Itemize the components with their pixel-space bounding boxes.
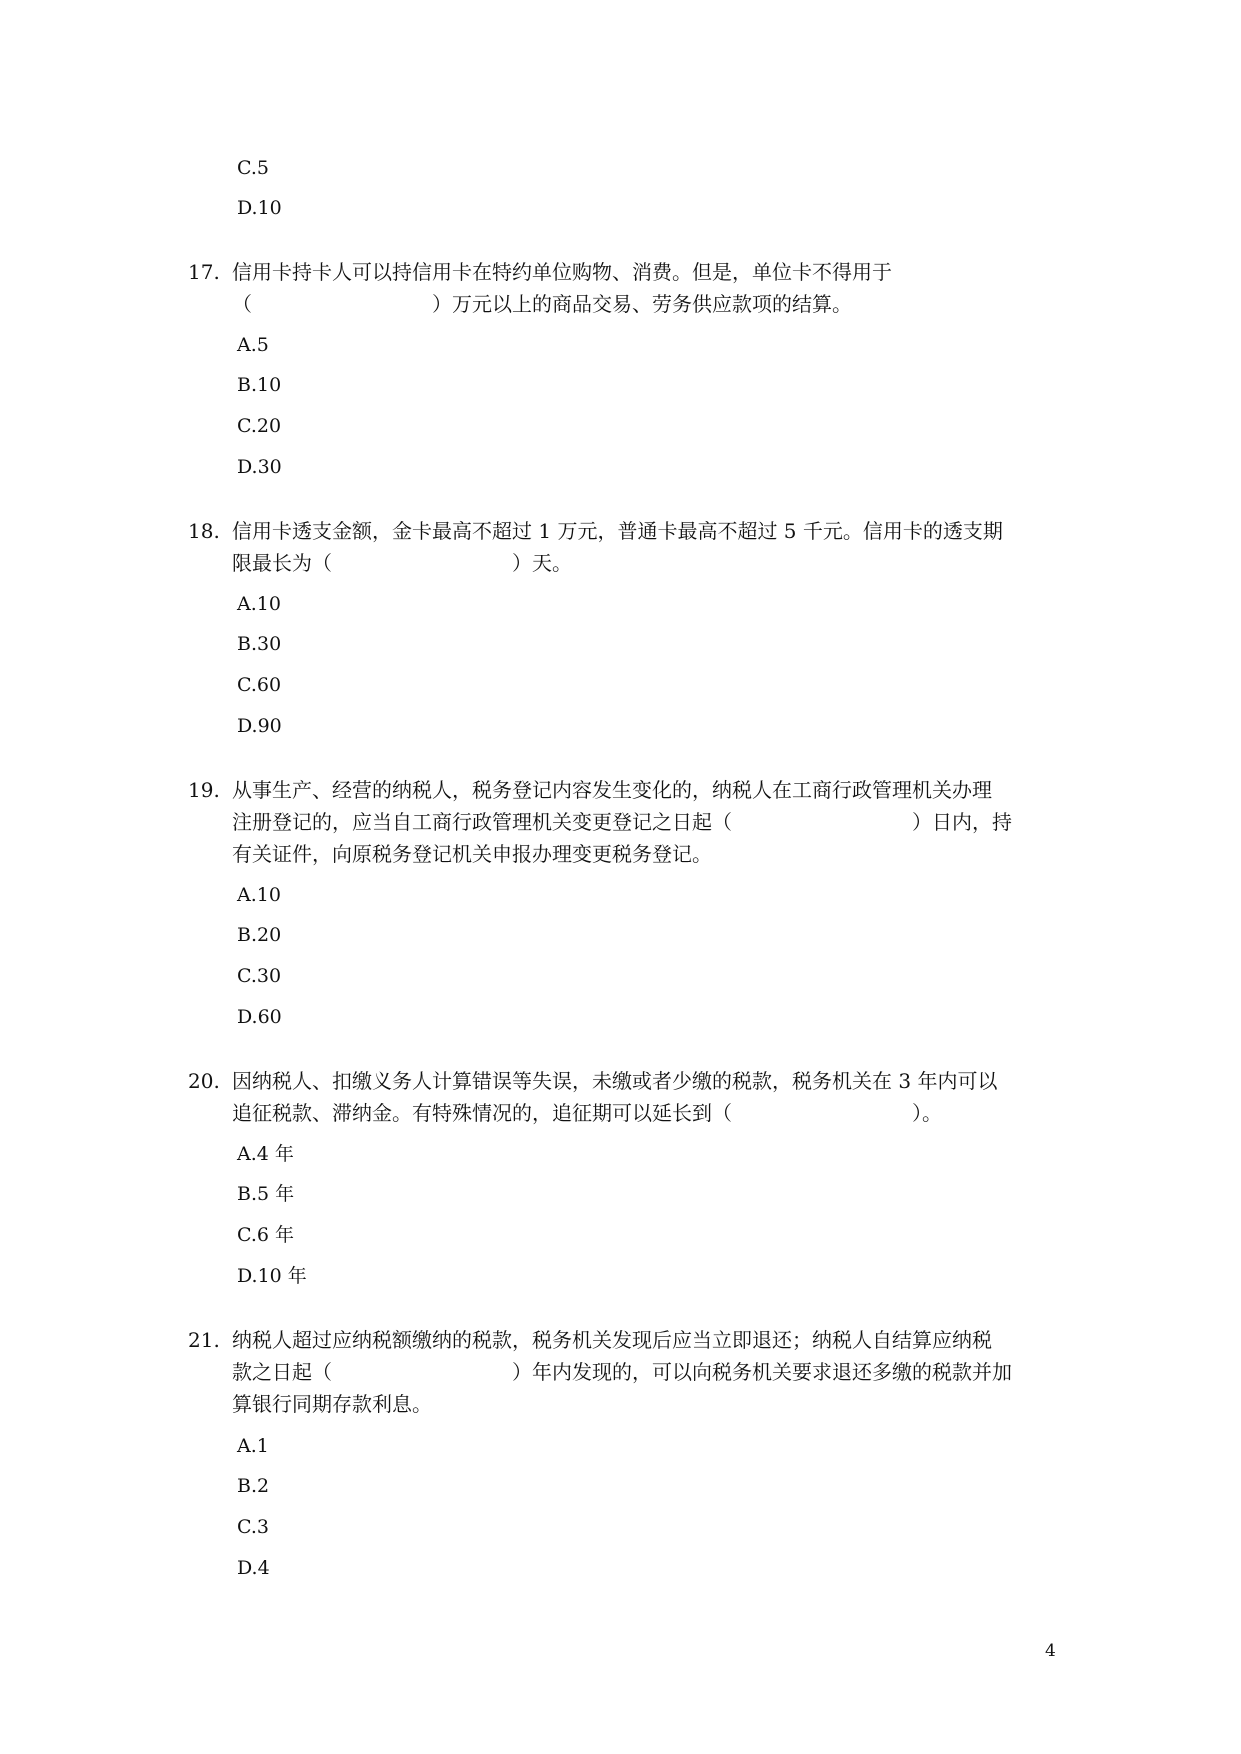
option-d: D.10 [237, 197, 282, 219]
question-text-line: 注册登记的，应当自工商行政管理机关变更登记之日起（ ）日内，持 [232, 810, 1012, 834]
question-text-line: （ ）万元以上的商品交易、劳务供应款项的结算。 [232, 292, 852, 316]
option-b: B.30 [237, 633, 282, 655]
question-text-line: 纳税人超过应纳税额缴纳的税款，税务机关发现后应当立即退还；纳税人自结算应纳税 [232, 1328, 992, 1352]
option-d: D.30 [237, 456, 282, 478]
option-d: D.90 [237, 715, 282, 737]
option-a: A.1 [237, 1435, 269, 1457]
question-number: 20. [188, 1069, 220, 1093]
question-text-line: 款之日起（ ）年内发现的，可以向税务机关要求退还多缴的税款并加 [232, 1360, 1012, 1384]
option-a: A.4 年 [237, 1143, 294, 1165]
question-text-line: 有关证件，向原税务登记机关申报办理变更税务登记。 [232, 842, 712, 866]
option-b: B.5 年 [237, 1183, 295, 1205]
option-b: B.10 [237, 374, 282, 396]
option-a: A.10 [237, 593, 281, 615]
question-text-line: 追征税款、滞纳金。有特殊情况的，追征期可以延长到（ ）。 [232, 1101, 942, 1125]
question-number: 18. [188, 519, 220, 543]
option-d: D.10 年 [237, 1265, 307, 1287]
option-c: C.3 [237, 1516, 269, 1538]
question-text-line: 信用卡透支金额，金卡最高不超过 1 万元，普通卡最高不超过 5 千元。信用卡的透支期 [232, 519, 1003, 543]
option-b: B.2 [237, 1475, 270, 1497]
question-text-line: 因纳税人、扣缴义务人计算错误等失误，未缴或者少缴的税款，税务机关在 3 年内可以 [232, 1069, 998, 1093]
option-a: A.10 [237, 884, 281, 906]
question-text-line: 从事生产、经营的纳税人，税务登记内容发生变化的，纳税人在工商行政管理机关办理 [232, 778, 992, 802]
option-c: C.60 [237, 674, 282, 696]
option-c: C.5 [237, 157, 269, 179]
question-number: 19. [188, 778, 220, 802]
page-number: 4 [1045, 1641, 1056, 1661]
option-c: C.30 [237, 965, 282, 987]
option-b: B.20 [237, 924, 282, 946]
question-text-line: 限最长为（ ）天。 [232, 551, 572, 575]
option-c: C.20 [237, 415, 282, 437]
option-c: C.6 年 [237, 1224, 295, 1246]
option-d: D.4 [237, 1557, 270, 1579]
question-number: 17. [188, 260, 220, 284]
option-a: A.5 [237, 334, 269, 356]
question-number: 21. [188, 1328, 220, 1352]
question-text-line: 算银行同期存款利息。 [232, 1392, 432, 1416]
question-text-line: 信用卡持卡人可以持信用卡在特约单位购物、消费。但是，单位卡不得用于 [232, 260, 892, 284]
option-d: D.60 [237, 1006, 282, 1028]
